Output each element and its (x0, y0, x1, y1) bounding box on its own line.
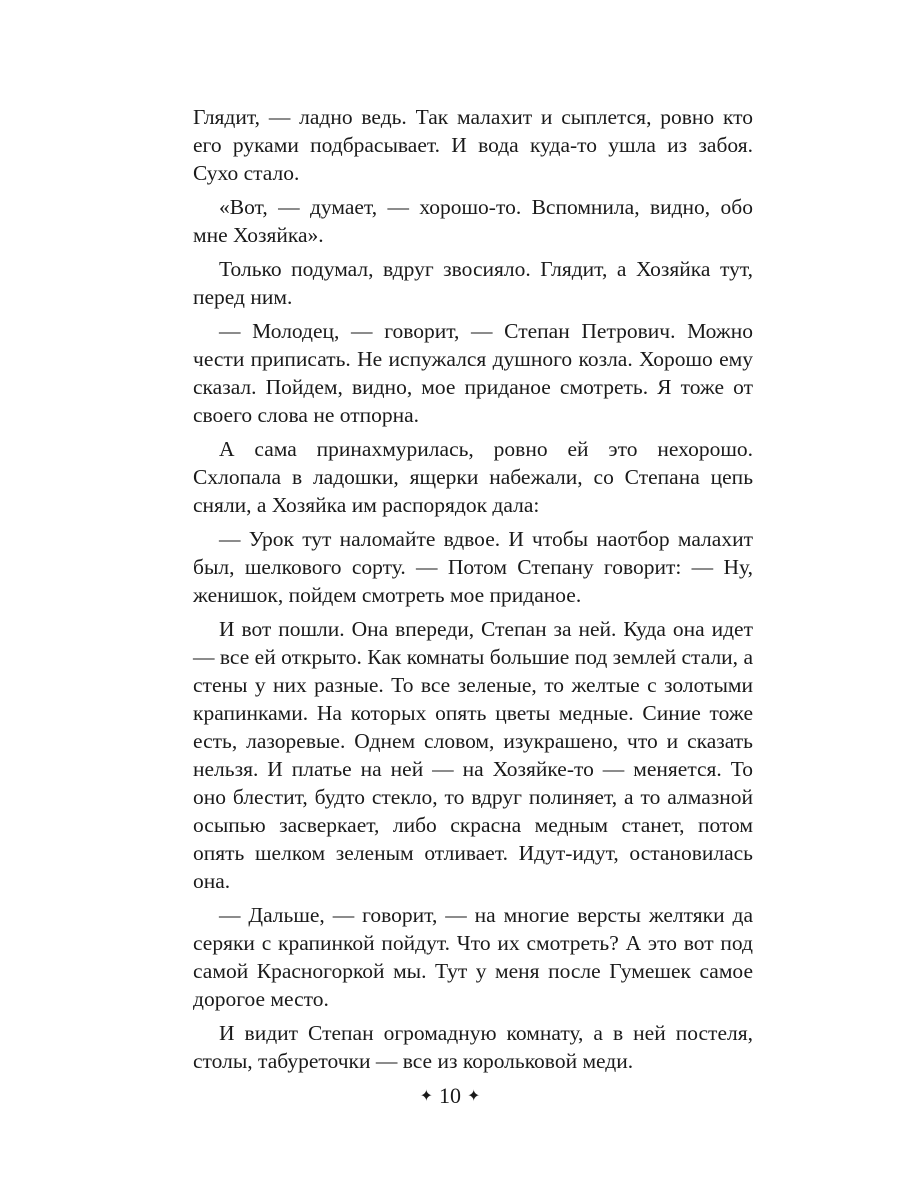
paragraph-6: — Урок тут наломайте вдвое. И чтобы наотбор малахит был, шелкового сорту. — Потом Степану говорит: — Ну, женишок, пойдем смотреть мое приданое. (193, 527, 753, 607)
star-ornament-icon: ✦ (419, 1088, 433, 1105)
paragraph-3: Только подумал, вдруг звосияло. Глядит, а Хозяйка тут, перед ним. (193, 257, 753, 309)
body-text (193, 103, 753, 1081)
page-number: 10 (439, 1083, 461, 1108)
paragraph-2: «Вот, — думает, — хорошо-то. Вспомнила, видно, обо мне Хозяйка». (193, 195, 753, 247)
paragraph-4: — Молодец, — говорит, — Степан Петрович. Можно чести приписать. Не испужался душного козла. Хорошо ему сказал. Пойдем, видно, мое приданое смотреть. Я тоже от своего слова не отпорна. (193, 319, 753, 427)
paragraph-8: — Дальше, — говорит, — на многие версты желтяки да серяки с крапинкой пойдут. Что их смотреть? А это вот под самой Красногоркой мы. Тут у меня после Гумешек самое дорогое место. (193, 903, 753, 1011)
paragraph-1: Глядит, — ладно ведь. Так малахит и сыплется, ровно кто его руками подбрасывает. И вода куда-то ушла из забоя. Сухо стало. (193, 105, 753, 185)
page-footer (0, 1082, 900, 1111)
paragraph-7: И вот пошли. Она впереди, Степан за ней. Куда она идет — все ей открыто. Как комнаты большие под землей стали, а стены у них разные. То все зеленые, то желтые с золотыми крапинками. На которых опять цветы медные. Синие тоже есть, лазоревые. Однем словом, изукрашено, что и сказать нельзя. И платье на ней — на Хозяйке-то — меняется. То оно блестит, будто стекло, то вдруг полиняет, а то алмазной осыпью засверкает, либо скрасна медным станет, потом опять шелком зеленым отливает. Идут-идут, остановилась она. (193, 617, 753, 893)
paragraph-5: А сама принахмурилась, ровно ей это нехорошо. Схлопала в ладошки, ящерки набежали, со Степана цепь сняли, а Хозяйка им распорядок дала: (193, 437, 753, 517)
paragraph-9: И видит Степан огромадную комнату, а в ней постеля, столы, табуреточки — все из корольковой меди. (193, 1021, 753, 1073)
star-ornament-icon: ✦ (467, 1088, 481, 1105)
